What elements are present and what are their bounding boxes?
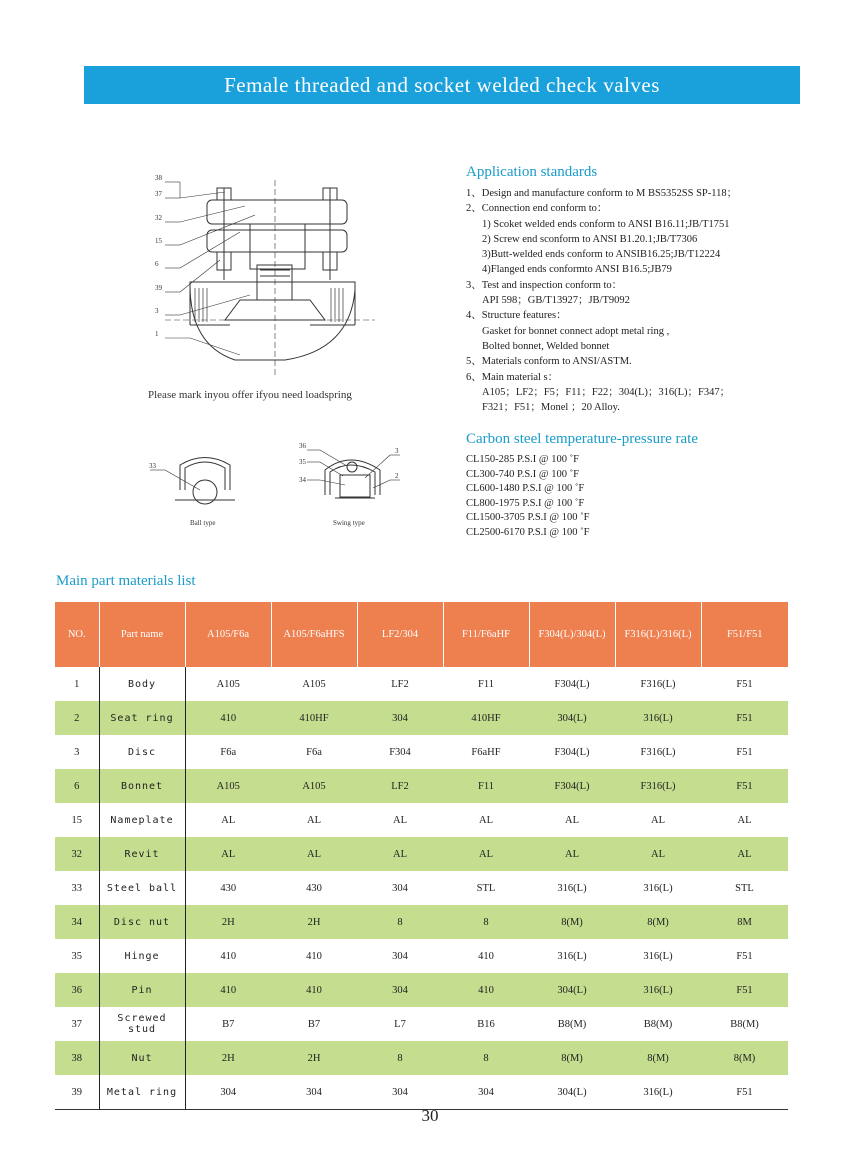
app-subitem: F321；F51；Monel ；20 Alloy. (482, 402, 620, 414)
application-standards-list (466, 186, 806, 415)
load-spring-note: Please mark inyou offer ifyou need loadspring (148, 389, 352, 401)
header-col: A105/F6aHFS (271, 602, 357, 667)
cell-part-name: Nameplate (99, 803, 185, 837)
valve-section-drawing (145, 170, 385, 385)
app-item: 5、Materials conform to ANSI/ASTM. (466, 356, 632, 368)
diagram-label-15: 15 (155, 237, 162, 245)
cell-material: AL (529, 837, 615, 871)
cell-part-name: Body (99, 667, 185, 701)
table-row (55, 1007, 788, 1041)
app-subitem: Bolted bonnet, Welded bonnet (482, 340, 610, 352)
app-item: 4、Structure features： (466, 310, 567, 322)
header-col: LF2/304 (357, 602, 443, 667)
cell-material: 8(M) (701, 1041, 788, 1075)
cell-material: 410HF (271, 701, 357, 735)
pressure-rate-title: Carbon steel temperature-pressure rate (466, 431, 698, 447)
cell-no: 36 (55, 973, 99, 1007)
cell-part-name: Hinge (99, 939, 185, 973)
cell-material: AL (479, 814, 493, 826)
cell-material: 8(M) (615, 1041, 701, 1075)
cell-material: 410 (306, 950, 322, 962)
cell-material: 2H (185, 1041, 271, 1075)
cell-material: 430 (220, 882, 237, 894)
cell-no: 37 (55, 1007, 99, 1041)
cell-material: F51 (701, 701, 788, 735)
cell-material: 2H (271, 905, 357, 939)
header-col: A105/F6a (185, 602, 271, 667)
cell-material: F6aHF (471, 746, 501, 758)
cell-material: L7 (394, 1018, 406, 1030)
cell-material: 8(M) (529, 905, 615, 939)
cell-material: 410 (271, 973, 357, 1007)
cell-material: 316(L) (615, 1075, 701, 1110)
ball-type-drawing (145, 440, 255, 535)
page-number: 30 (421, 1106, 439, 1125)
materials-table (55, 602, 788, 1110)
app-item: 1、Design and manufacture conform to M BS5352SS SP-118； (466, 188, 738, 199)
cell-part-name: Revit (99, 837, 185, 871)
cell-material: F51 (736, 746, 753, 758)
cell-material: F51 (736, 950, 753, 962)
cell-material: 8M (701, 905, 788, 939)
cell-material: 8 (443, 1041, 529, 1075)
ball-type-num-33: 33 (149, 462, 156, 470)
cell-material: 304 (357, 973, 443, 1007)
cell-material: AL (357, 837, 443, 871)
cell-material: 410 (220, 950, 237, 962)
cell-no: 39 (55, 1075, 99, 1110)
cell-material: STL (476, 882, 496, 894)
cell-material: 430 (306, 882, 322, 894)
cell-no: 2 (55, 701, 99, 735)
cell-material: AL (393, 814, 407, 826)
cell-material: F51 (701, 973, 788, 1007)
cell-material: 304(L) (529, 973, 615, 1007)
swing-type-label: Swing type (333, 519, 365, 527)
cell-material: AL (701, 837, 788, 871)
cell-part-name: Screwed stud (99, 1007, 185, 1041)
cell-material: 316(L) (615, 701, 701, 735)
cell-part-name: Steel ball (99, 871, 185, 905)
cell-material: F304 (389, 746, 411, 758)
cell-material: 316(L) (557, 882, 587, 894)
cell-material: F316(L) (615, 769, 701, 803)
cell-part-name: Pin (99, 973, 185, 1007)
page-title-banner (84, 66, 800, 104)
header-part-name: Part name (99, 602, 185, 667)
table-row (55, 667, 788, 701)
cell-material: A105 (302, 678, 326, 690)
cell-material: A105 (216, 678, 240, 690)
swing-num-36: 36 (299, 442, 306, 450)
cell-material: AL (651, 814, 665, 826)
table-row (55, 871, 788, 905)
table-row (55, 769, 788, 803)
cell-material: 316(L) (643, 950, 673, 962)
header-no: NO. (55, 602, 99, 667)
table-row (55, 905, 788, 939)
cell-no: 6 (55, 769, 99, 803)
swing-num-2: 2 (395, 472, 399, 480)
cell-material: 410HF (443, 701, 529, 735)
cell-material: AL (307, 814, 321, 826)
pressure-rate-list (466, 453, 589, 540)
cell-no: 33 (55, 871, 99, 905)
cell-no: 3 (55, 735, 99, 769)
cell-material: F51 (701, 1075, 788, 1110)
cell-no: 34 (55, 905, 99, 939)
cell-material: 304 (185, 1075, 271, 1110)
cell-material: STL (735, 882, 754, 894)
materials-list-title: Main part materials list (56, 573, 196, 589)
table-row (55, 1041, 788, 1075)
cell-material: B7 (307, 1018, 321, 1030)
swing-num-3: 3 (395, 447, 399, 455)
app-subitem: A105；LF2；F5；F11；F22；304(L)；316(L)；F347； (482, 386, 731, 398)
app-item: 2、Connection end conform to： (466, 203, 608, 215)
app-item: 3、Test and inspection conform to： (466, 279, 623, 291)
diagram-label-39: 39 (155, 284, 162, 292)
diagram-label-38: 38 (155, 174, 162, 182)
cell-material: B8(M) (730, 1018, 759, 1030)
cell-part-name: Metal ring (99, 1075, 185, 1110)
rate-item: CL300-740 P.S.I @ 100 ˚F (466, 468, 579, 480)
diagram-label-3: 3 (155, 307, 159, 315)
cell-material: 410 (185, 701, 271, 735)
header-col: F316(L)/316(L) (615, 602, 701, 667)
diagram-label-1: 1 (155, 330, 159, 338)
table-row (55, 939, 788, 973)
cell-no: 35 (55, 939, 99, 973)
rate-item: CL600-1480 P.S.I @ 100 ˚F (466, 483, 585, 494)
ball-type-label: Ball type (190, 519, 216, 527)
header-col: F11/F6aHF (443, 602, 529, 667)
table-row (55, 837, 788, 871)
cell-material: F6a (220, 746, 237, 758)
cell-material: F6a (306, 746, 322, 758)
cell-material: F304(L) (529, 769, 615, 803)
application-standards-title: Application standards (466, 164, 598, 180)
cell-material: 316(L) (643, 882, 673, 894)
cell-material: F304(L) (554, 746, 590, 758)
cell-material: AL (271, 837, 357, 871)
cell-part-name: Disc nut (99, 905, 185, 939)
rate-item: CL2500-6170 P.S.I @ 100 ˚F (466, 526, 590, 538)
cell-part-name: Disc (99, 735, 185, 769)
cell-material: AL (443, 837, 529, 871)
cell-material: 8 (357, 1041, 443, 1075)
cell-material: A105 (185, 769, 271, 803)
app-subitem: API 598；GB/T13927；JB/T9092 (482, 295, 630, 307)
cell-material: LF2 (391, 678, 409, 690)
cell-part-name: Seat ring (99, 701, 185, 735)
cell-no: 1 (55, 667, 99, 701)
swing-num-35: 35 (299, 458, 306, 466)
app-subitem: Gasket for bonnet connect adopt metal ring , (482, 325, 670, 337)
cell-material: AL (615, 837, 701, 871)
cell-material: F51 (736, 678, 753, 690)
diagram-label-6: 6 (155, 260, 159, 268)
cell-material: A105 (271, 769, 357, 803)
cell-material: 8 (443, 905, 529, 939)
table-header-row (55, 602, 788, 667)
cell-material: 2H (271, 1041, 357, 1075)
cell-material: F316(L) (640, 746, 676, 758)
cell-material: F11 (443, 769, 529, 803)
table-row (55, 701, 788, 735)
rate-item: CL800-1975 P.S.I @ 100 ˚F (466, 497, 585, 509)
table-row (55, 803, 788, 837)
cell-material: F11 (478, 678, 494, 690)
cell-material: 8 (357, 905, 443, 939)
swing-type-drawing (295, 440, 410, 535)
app-subitem: 2) Screw end sconform to ANSI B1.20.1;JB/T7306 (482, 233, 698, 245)
cell-material: 304 (392, 950, 408, 962)
diagram-label-37: 37 (155, 190, 162, 198)
cell-part-name: Bonnet (99, 769, 185, 803)
cell-material: 304 (357, 701, 443, 735)
page-title: Female threaded and socket welded check valves (224, 73, 660, 97)
cell-material: 2H (185, 905, 271, 939)
cell-material: B16 (477, 1018, 495, 1030)
app-subitem: 1) Scoket welded ends conform to ANSI B16.11;JB/T1751 (482, 218, 730, 230)
cell-no: 32 (55, 837, 99, 871)
table-row (55, 735, 788, 769)
cell-material: 304(L) (529, 1075, 615, 1110)
rate-item: CL150-285 P.S.I @ 100 ˚F (466, 454, 579, 465)
cell-material: AL (221, 814, 236, 826)
cell-material: 304 (271, 1075, 357, 1110)
app-subitem: 4)Flanged ends conformto ANSI B16.5;JB79 (482, 264, 672, 276)
cell-material: AL (737, 814, 752, 826)
cell-part-name: Nut (99, 1041, 185, 1075)
cell-material: 410 (185, 973, 271, 1007)
swing-num-34: 34 (299, 476, 306, 484)
cell-material: B8(M) (643, 1018, 673, 1030)
cell-material: B8(M) (557, 1018, 587, 1030)
cell-material: F51 (701, 769, 788, 803)
app-item: 6、Main material s： (466, 371, 559, 383)
cell-material: 304 (357, 1075, 443, 1110)
diagram-label-32: 32 (155, 214, 162, 222)
cell-material: AL (185, 837, 271, 871)
rate-item: CL1500-3705 P.S.I @ 100 ˚F (466, 512, 590, 523)
cell-material: F304(L) (554, 678, 590, 690)
cell-material: 304 (392, 882, 408, 894)
table-row (55, 973, 788, 1007)
cell-material: AL (565, 814, 579, 826)
cell-no: 15 (55, 803, 99, 837)
cell-material: 410 (443, 973, 529, 1007)
header-col: F304(L)/304(L) (529, 602, 615, 667)
cell-material: LF2 (357, 769, 443, 803)
cell-material: F316(L) (640, 678, 676, 690)
cell-material: 410 (478, 950, 494, 962)
cell-material: 304(L) (529, 701, 615, 735)
header-col: F51/F51 (701, 602, 788, 667)
cell-material: 8(M) (529, 1041, 615, 1075)
cell-material: 316(L) (557, 950, 587, 962)
cell-material: B7 (222, 1018, 235, 1030)
cell-material: 8(M) (615, 905, 701, 939)
cell-material: 304 (443, 1075, 529, 1110)
app-subitem: 3)Butt-welded ends conform to ANSIB16.25;JB/T12224 (482, 249, 721, 261)
cell-no: 38 (55, 1041, 99, 1075)
table-row (55, 1075, 788, 1110)
cell-material: 316(L) (615, 973, 701, 1007)
